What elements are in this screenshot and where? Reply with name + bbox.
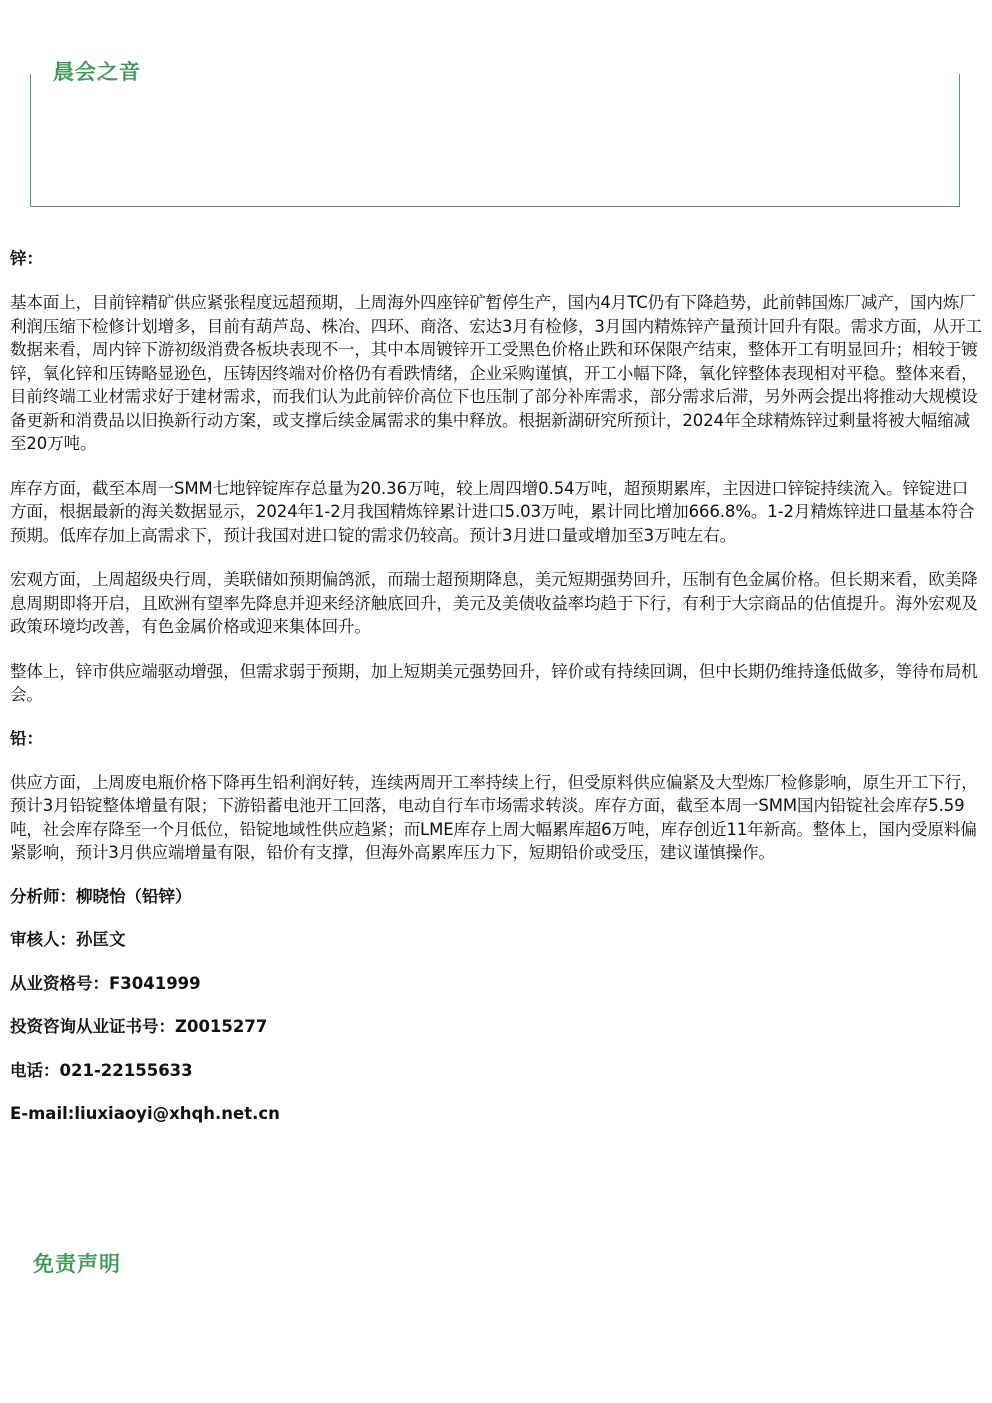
zinc-paragraph-summary: 整体上，锌市供应端驱动增强，但需求弱于预期，加上短期美元强势回升，锌价或有持续回调，但中长期仍维持逢低做多，等待布局机会。 bbox=[10, 661, 978, 704]
lead-paragraph: 供应方面，上周废电瓶价格下降再生铅利润好转，连续两周开工率持续上行，但受原料供应偏紧及大型炼厂检修影响，原生开工下行，预计3月铅锭整体增量有限；下游铅蓄电池开工回落，电动自行车市场需求转淡。库存方面，截至本周一SMM国内铅锭社会库存5.59吨，社会库存降至一个月低位，铅锭地域性供应趋紧；而LME库存上周大幅累库超6万吨，库存创近11年新高。整体上，国内受原料偏紧影响，预计3月供应端增量有限，铅价有支撑，但海外高累库压力下，短期铅价或受压，建议谨慎操作。 bbox=[10, 772, 978, 862]
reviewer-line: 审核人：孙匡文 bbox=[10, 930, 126, 950]
consult-cert-line: 投资咨询从业证书号：Z0015277 bbox=[10, 1017, 268, 1037]
zinc-paragraph-fundamentals: 基本面上，目前锌精矿供应紧张程度远超预期，上周海外四座锌矿暂停生产，国内4月TC仍有下降趋势，此前韩国炼厂减产，国内炼厂利润压缩下检修计划增多，目前有葫芦岛、株冶、四环、商洛、宏达3月有检修，3月国内精炼锌产量预计回升有限。需求方面，从开工数据来看，周内锌下游初级消费各板块表现不一，其中本周镀锌开工受黑色价格止跌和环保限产结束，整体开工有明显回升；相较于镀锌，氧化锌和压铸略显逊色，压铸因终端对价格仍有看跌情绪，企业采购谨慎，开工小幅下降，氧化锌整体表现相对平稳。整体来看，目前终端工业材需求好于建材需求，而我们认为此前锌价高位下也压制了部分补库需求，部分需求后滞，另外两会提出将推动大规模设备更新和消费品以旧换新行动方案，或支撑后续金属需求的集中释放。根据新湖研究所预计，2024年全球精炼锌过剩量将被大幅缩减至20万吨。 bbox=[10, 293, 982, 453]
header-frame bbox=[30, 74, 960, 207]
zinc-paragraph-macro: 宏观方面，上周超级央行周，美联储如预期偏鸽派，而瑞士超预期降息，美元短期强势回升，压制有色金属价格。但长期来看，欧美降息周期即将开启，且欧洲有望率先降息并迎来经济触底回升，美元及美债收益率均趋于下行，有利于大宗商品的估值提升。海外宏观及政策环境均改善，有色金属价格或迎来集体回升。 bbox=[10, 570, 978, 636]
zinc-label: 锌： bbox=[10, 249, 43, 268]
email-line[interactable]: E-mail:liuxiaoyi@xhqh.net.cn bbox=[10, 1104, 280, 1124]
lead-label: 铅： bbox=[10, 728, 43, 748]
analyst-line: 分析师：柳晓怡（铅锌） bbox=[10, 886, 192, 906]
report-body bbox=[10, 248, 982, 1147]
section-title-morning-meeting: 晨会之音 bbox=[53, 60, 141, 84]
section-title-disclaimer: 免责声明 bbox=[33, 1252, 121, 1276]
qualification-line: 从业资格号：F3041999 bbox=[10, 973, 201, 993]
zinc-paragraph-inventory: 库存方面，截至本周一SMM七地锌锭库存总量为20.36万吨，较上周四增0.54万吨，超预期累库，主因进口锌锭持续流入。锌锭进口方面，根据最新的海关数据显示，2024年1-2月我国精炼锌累计进口5.03万吨，累计同比增加666.8%。1-2月精炼锌进口量基本符合预期。低库存加上高需求下，预计我国对进口锭的需求仍较高。预计3月进口量或增加至3万吨左右。 bbox=[10, 478, 975, 545]
phone-line: 电话：021-22155633 bbox=[10, 1060, 193, 1080]
